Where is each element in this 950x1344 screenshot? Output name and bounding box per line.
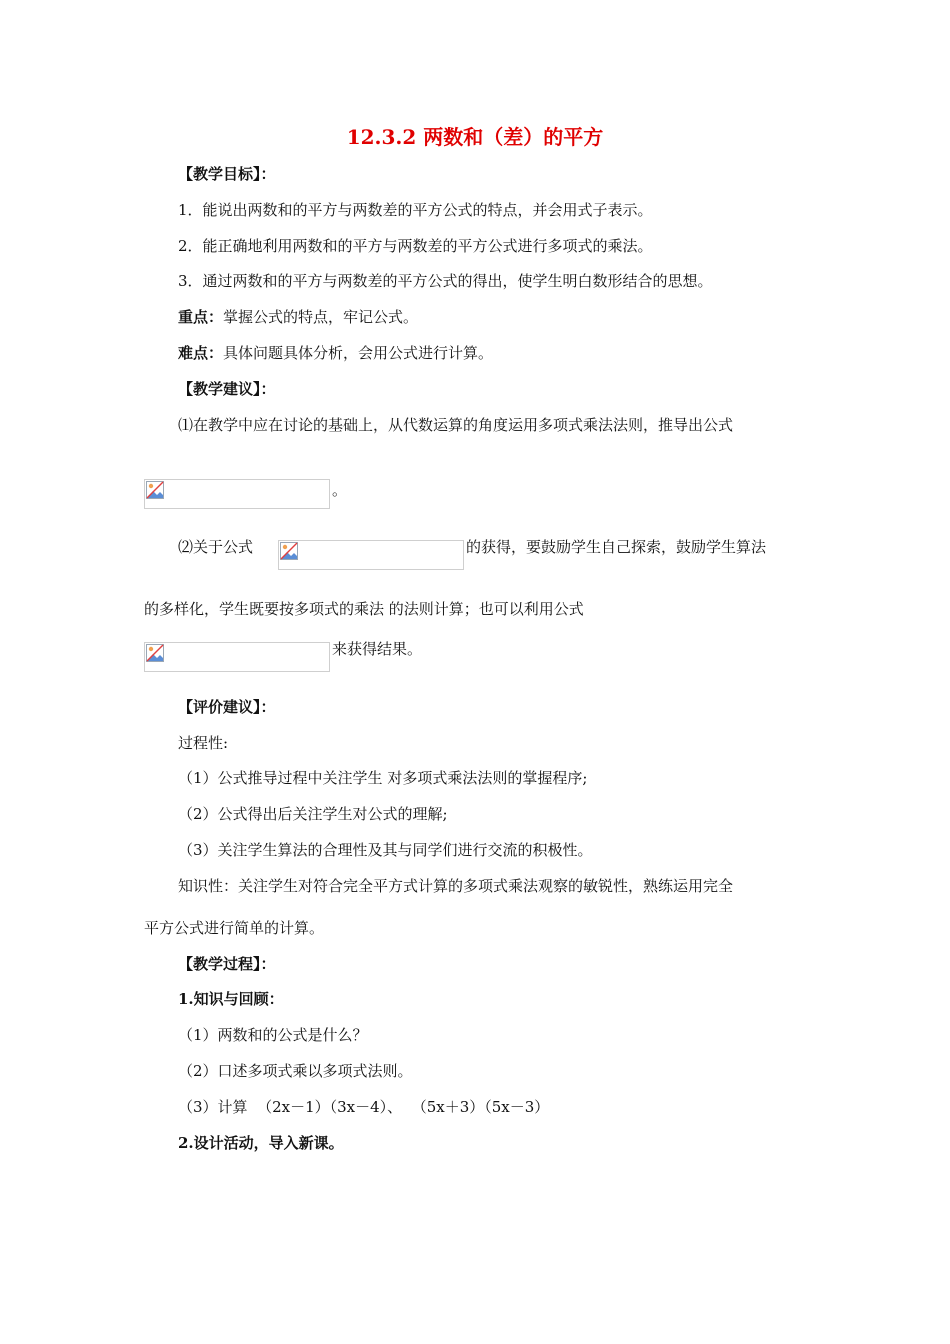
broken-image-icon	[146, 644, 164, 662]
process-item: （3）计算 （2x－1）（3x－4）、 （5x＋3）（5x－3）	[178, 1098, 550, 1116]
goal-item: 3．通过两数和的平方与两数差的平方公式的得出，使学生明白数形结合的思想。	[178, 272, 713, 290]
goal-item: 1．能说出两数和的平方与两数差的平方公式的特点，并会用式子表示。	[178, 201, 653, 219]
key-point-text: 掌握公式的特点，牢记公式。	[223, 308, 419, 326]
goals-heading: 【教学目标】：	[178, 165, 276, 183]
evaluation-item: （3）关注学生算法的合理性及其与同学们进行交流的积极性。	[178, 841, 593, 859]
suggestion-p2-end: 来获得结果。	[332, 640, 423, 658]
goal-item: 2．能正确地利用两数和的平方与两数差的平方公式进行多项式的乘法。	[178, 237, 653, 255]
suggestion-p1-end: 。	[332, 481, 348, 499]
difficulty-label: 难点：	[178, 344, 224, 362]
process-label: 过程性:	[178, 734, 229, 752]
evaluation-heading: 【评价建议】：	[178, 698, 276, 716]
formula-image-2	[278, 540, 464, 570]
formula-image-3	[144, 642, 330, 672]
suggestions-heading: 【教学建议】：	[178, 380, 276, 398]
key-point-label: 重点：	[178, 308, 224, 326]
difficulty-point	[178, 343, 493, 363]
suggestion-p2-line2: 的多样化，学生既要按多项式的乘法 的法则计算；也可以利用公式	[144, 600, 584, 618]
suggestion-p2-after: 的获得，要鼓励学生自己探索，鼓励学生算法	[466, 538, 767, 556]
evaluation-item: （1）公式推导过程中关注学生 对多项式乘法法则的掌握程序;	[178, 769, 588, 787]
process-section-2: 2.设计活动，导入新课。	[178, 1134, 344, 1152]
page-title: 12.3.2 两数和（差）的平方	[346, 125, 604, 149]
evaluation-item: （2）公式得出后关注学生对公式的理解;	[178, 805, 448, 823]
process-heading: 【教学过程】：	[178, 955, 276, 973]
process-section-1: 1.知识与回顾：	[178, 990, 284, 1008]
process-item: （2）口述多项式乘以多项式法则。	[178, 1062, 413, 1080]
knowledge-line-2: 平方公式进行简单的计算。	[144, 919, 325, 937]
broken-image-icon	[280, 542, 298, 560]
knowledge-line-1: 知识性：关注学生对符合完全平方式计算的多项式乘法观察的敏锐性，熟练运用完全	[178, 877, 734, 895]
formula-image-1	[144, 479, 330, 509]
suggestion-paragraph-1: ⑴在教学中应在讨论的基础上，从代数运算的角度运用多项式乘法法则，推导出公式	[178, 416, 734, 434]
process-item: （1）两数和的公式是什么？	[178, 1026, 368, 1044]
key-point	[178, 307, 418, 327]
difficulty-text: 具体问题具体分析，会用公式进行计算。	[223, 344, 494, 362]
broken-image-icon	[146, 481, 164, 499]
suggestion-p2-start: ⑵关于公式	[178, 538, 254, 556]
